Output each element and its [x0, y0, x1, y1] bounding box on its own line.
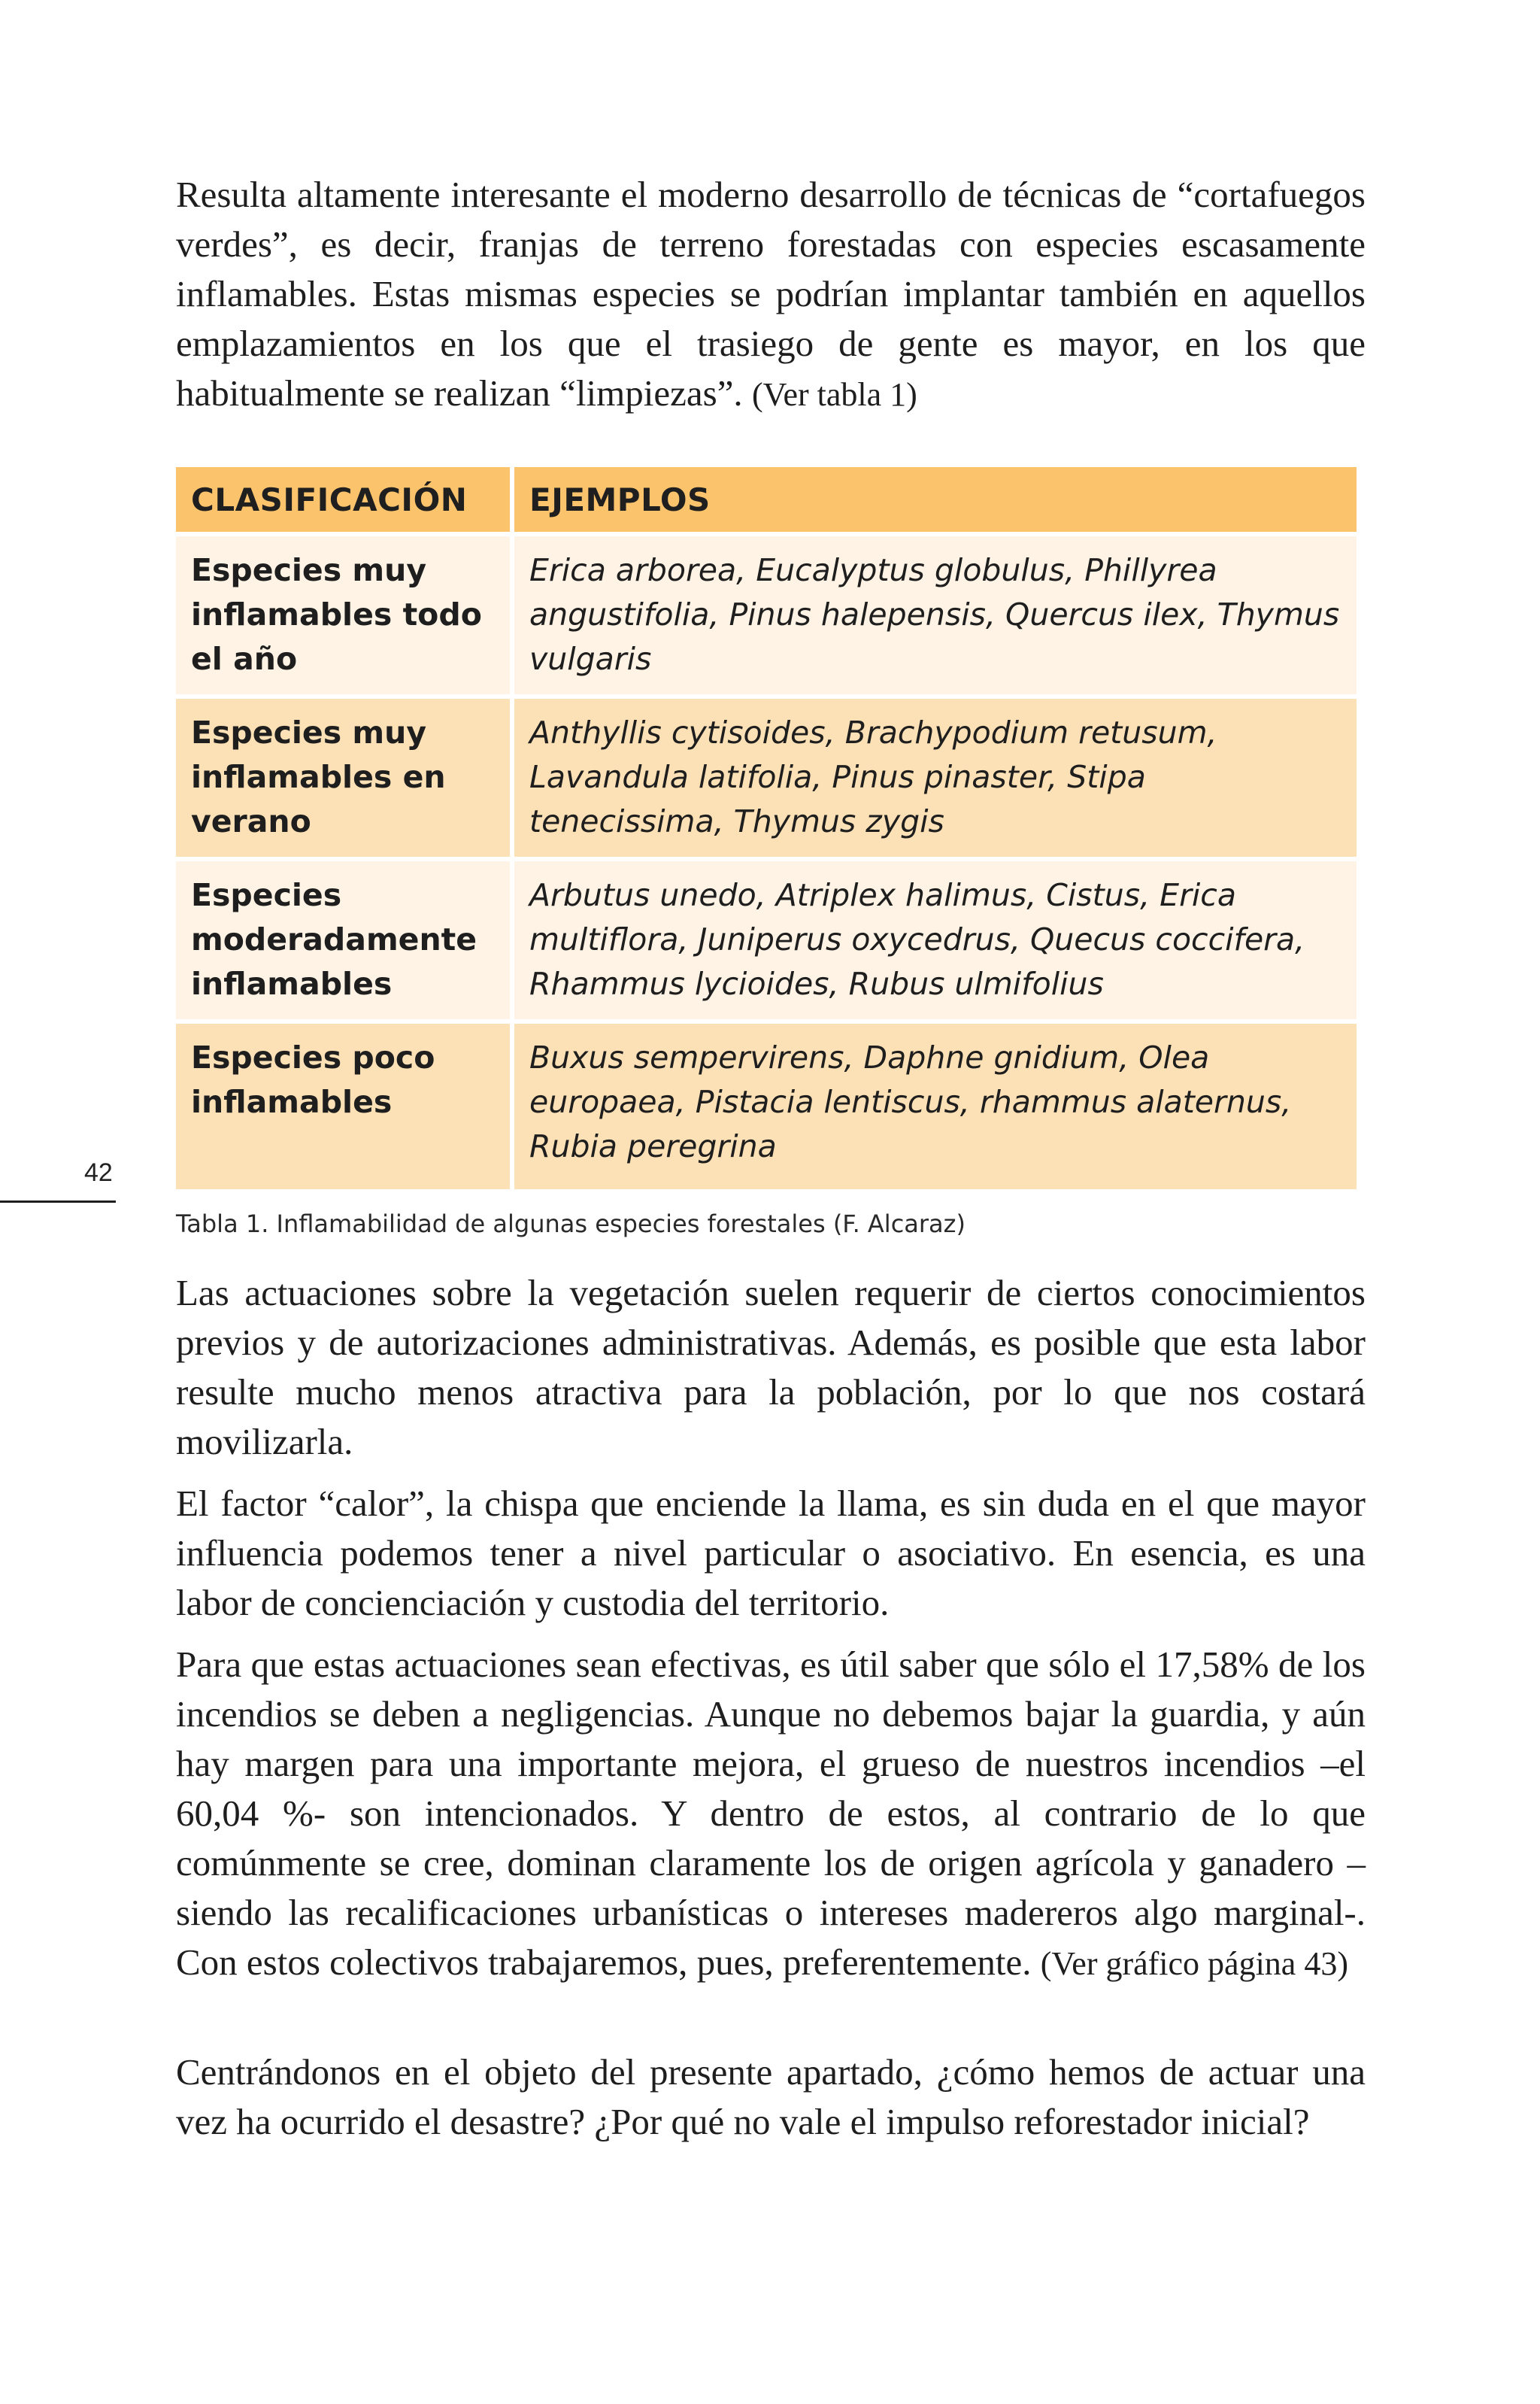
paragraph-questions: [176, 2047, 1366, 2147]
row-classification: Especies muy inflamables todo el año: [176, 536, 510, 694]
table-caption: Tabla 1. Inflamabilidad de algunas especies forestales (F. Alcaraz): [176, 1210, 966, 1238]
paragraph-statistics: [176, 1640, 1366, 1989]
table-row: [176, 861, 1357, 1019]
paragraph-text: [176, 170, 1366, 420]
chart-reference: (Ver gráfico página 43): [1040, 1945, 1348, 1982]
inflammability-table: [171, 463, 1361, 1194]
paragraph-vegetation: [176, 1268, 1366, 1467]
row-examples: Erica arborea, Eucalyptus globulus, Phillyrea angustifolia, Pinus halepensis, Quercus ilex, Thymus vulgaris: [514, 536, 1357, 694]
row-classification: Especies moderadamente inflamables: [176, 861, 510, 1019]
table-header-row: [176, 467, 1357, 532]
header-classification: CLASIFICACIÓN: [176, 467, 510, 532]
paragraph-body: Para que estas actuaciones sean efectivas, es útil saber que sólo el 17,58% de los incendios se deben a negligencias. Aunque no debemos bajar la guardia, y aún hay margen para una importante mejora, el grueso de nuestros incendios –el 60,04 %- son intencionados. Y dentro de estos, al contrario de lo que comúnmente se cree, dominan claramente los de origen agrícola y ganadero –siendo las recalificaciones urbanísticas o intereses madereros algo marginal-. Con estos colectivos trabajaremos, pues, preferentemente.: [176, 1644, 1366, 1983]
row-classification: Especies poco inflamables: [176, 1024, 510, 1189]
paragraph-text: [176, 1640, 1366, 1989]
table-row: [176, 699, 1357, 857]
paragraph-text: El factor “calor”, la chispa que enciende la llama, es sin duda en el que mayor influencia podemos tener a nivel particular o asociativo. En esencia, es una labor de concienciación y custodia del territorio.: [176, 1483, 1366, 1623]
paragraph-text: Las actuaciones sobre la vegetación suelen requerir de ciertos conocimientos previos y de autorizaciones administrativas. Además, es posible que esta labor resulte mucho menos atractiva para la población, por lo que nos costará movilizarla.: [176, 1272, 1366, 1462]
page-number: 42: [84, 1158, 113, 1187]
row-classification: Especies muy inflamables en verano: [176, 699, 510, 857]
table-reference: (Ver tabla 1): [751, 376, 917, 413]
paragraph-text: Centrándonos en el objeto del presente apartado, ¿cómo hemos de actuar una vez ha ocurrido el desastre? ¿Por qué no vale el impulso reforestador inicial?: [176, 2051, 1366, 2142]
row-examples: Arbutus unedo, Atriplex halimus, Cistus, Erica multiflora, Juniperus oxycedrus, Quecus coccifera, Rhammus lycioides, Rubus ulmifolius: [514, 861, 1357, 1019]
paragraph-body: Resulta altamente interesante el moderno desarrollo de técnicas de “cortafuegos verdes”, es decir, franjas de terreno forestadas con especies escasamente inflamables. Estas mismas especies se podrían implantar también en aquellos emplazamientos en los que el trasiego de gente es mayor, en los que habitualmente se realizan “limpiezas”.: [176, 174, 1366, 414]
table-row: [176, 1024, 1357, 1189]
paragraph-intro: [176, 170, 1366, 420]
row-examples: Buxus sempervirens, Daphne gnidium, Olea europaea, Pistacia lentiscus, rhammus alaternus, Rubia peregrina: [514, 1024, 1357, 1189]
paragraph-heat-factor: [176, 1479, 1366, 1628]
header-examples: EJEMPLOS: [514, 467, 1357, 532]
table-row: [176, 536, 1357, 694]
row-examples: Anthyllis cytisoides, Brachypodium retusum, Lavandula latifolia, Pinus pinaster, Stipa tenecissima, Thymus zygis: [514, 699, 1357, 857]
page-number-rule: [0, 1200, 116, 1203]
